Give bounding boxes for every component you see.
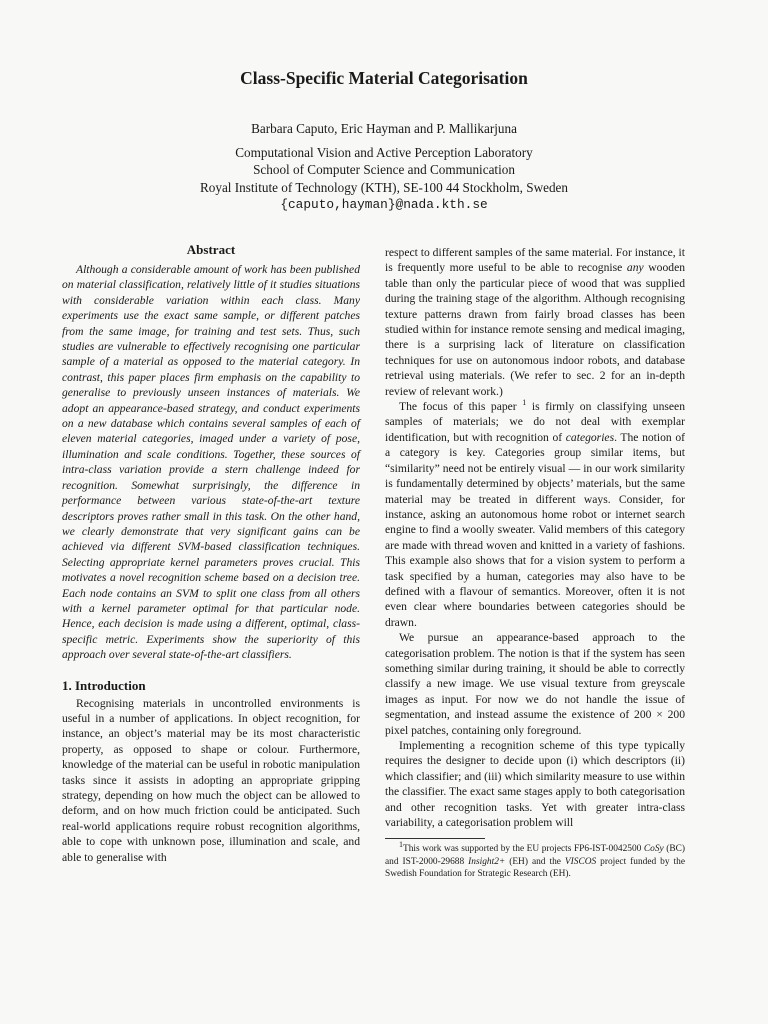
text-run: project funded by the Swedish Foundation for Strategic Research (EH). [385,856,686,880]
text-run: (EH) and the [505,856,565,867]
text-run: is firmly on classifying unseen samples of materials; we do not deal with exemplar identification, but with recognition of [385,400,685,444]
body-paragraph [385,245,685,399]
affiliation-line: School of Computer Science and Communication [253,162,515,178]
section-heading-introduction: 1. Introduction [62,677,146,693]
footnote-marker: 1 [399,840,403,850]
emphasis-text: any [626,261,644,275]
paper-title: Class-Specific Material Categorisation [240,68,528,88]
introduction-paragraph: Recognising materials in uncontrolled environments is useful in a number of applications. In object recognition, for instance, an object’s material may be its most characteristic property, as opposed to shape or colour. Furthermore, knowledge of the material can be useful in robotic manipulation tasks since it assists in adopting an appropriate gripping strategy, depending on how much the object can be allowed to deform, and on how much friction could be anticipated. Such real-world applications require robust recognition algorithms, able to cope with unknown pose, illumination and scale, and able to generalise with [62,696,360,864]
text-run: wooden table than only the particular piece of wood that was supplied during the training stage of the algorithm. Although recognising texture patterns drawn from fairly broad classes has been studied within for instance remote sensing and medical imaging, there is a surprising lack of literature on classification techniques for use on autonomous indoor robots, and database retrieval using materials. (We refer to sec. 2 for an in-depth review of relevant work.) [385,261,686,398]
abstract-heading: Abstract [186,242,236,257]
author-list: Barbara Caputo, Eric Hayman and P. Mallikarjuna [251,121,517,136]
footnote-marker: 1 [522,398,527,408]
emphasis-text: CoSy [643,844,664,855]
body-paragraph [385,399,685,630]
abstract-text: Although a considerable amount of work has been published on material classification, relatively little of it studies situations with considerable variation within each class. Many experiments use the exact same sample, or different patches from the same image, for training and test sets. Thus, such studies are vulnerable to effectively recognising one particular sample of a material as opposed to the material category. In contrast, this paper places firm emphasis on the capability to generalise to previously unseen instances of materials. We adopt an appearance-based strategy, and conduct experiments on a new database which contains several samples of each of eleven material categories, imaged under a variety of pose, illumination and scale conditions. Together, these sources of intra-class variation provide a stern challenge indeed for recognition. Somewhat surprisingly, the difference in performance between various state-of-the-art texture descriptors proves rather small in this task. On the other hand, we clearly demonstrate that very significant gains can be achieved via different SVM-based classification techniques. Selecting appropriate kernel parameters proves crucial. This motivates a novel recognition scheme based on a decision tree. Each node contains an SVM to split one class from all others with a kernel parameter optimal for that particular node. Hence, each decision is made using a different, optimal, class-specific metric. Experiments show the superiority of this approach over several state-of-the-art classifiers. [62,263,360,662]
text-run: (BC) and IST-2000-29688 [385,844,685,867]
footnote [385,840,686,881]
left-column [62,242,360,865]
affiliation-line: Computational Vision and Active Perception Laboratory [235,145,533,160]
emphasis-text: Insight2+ [468,856,506,867]
text-run: This work was supported by the EU projects FP6-IST-0042500 [403,844,644,855]
affiliation-line: Royal Institute of Technology (KTH), SE-100 44 Stockholm, Sweden [199,179,569,195]
text-run: The focus of this paper [399,400,523,414]
footnote-divider [385,838,485,839]
author-email: {caputo,hayman}@nada.kth.se [280,196,488,212]
text-run: respect to different samples of the same material. For instance, it is frequently more useful to be able to recognise [385,246,685,275]
affiliation-block [0,144,768,213]
emphasis-text: categories [565,430,615,444]
text-run: . The notion of a category is key. Categories group similar items, but “similarity” need not be entirely visual — in our work similarity is fundamentally determined by objects’ materials, but the same material may be treated in different ways. Consider, for instance, asking an autonomous home robot or internet search engine to find a woolly sweater. Valid members of this category are made with thread woven and knitted in a variety of fashions. This example also shows that for a vision system to perform a task specified by a human, categories may also have to be defined with a flavour of semantics. Moreover, often it is not even clear where boundaries between categories should be drawn. [385,430,685,629]
emphasis-text: VISCOS [564,856,597,867]
right-column [385,245,685,881]
body-paragraph: We pursue an appearance-based approach to the categorisation problem. The notion is that if the system has seen something similar during training, it should be able to correctly classify a new image. We use visual texture from greyscale images as input. For now we do not handle the issue of segmentation, and instead assume the existence of 200 × 200 pixel patches, containing only foreground. [385,631,685,737]
body-paragraph: Implementing a recognition scheme of this type typically requires the designer to decide upon (i) which descriptors (ii) which classifier; and (iii) which similarity measure to use within the classifier. The exact same stages apply to both categorisation and other recognition tasks. Yet with greater intra-class variability, a categorisation problem will [385,739,685,830]
